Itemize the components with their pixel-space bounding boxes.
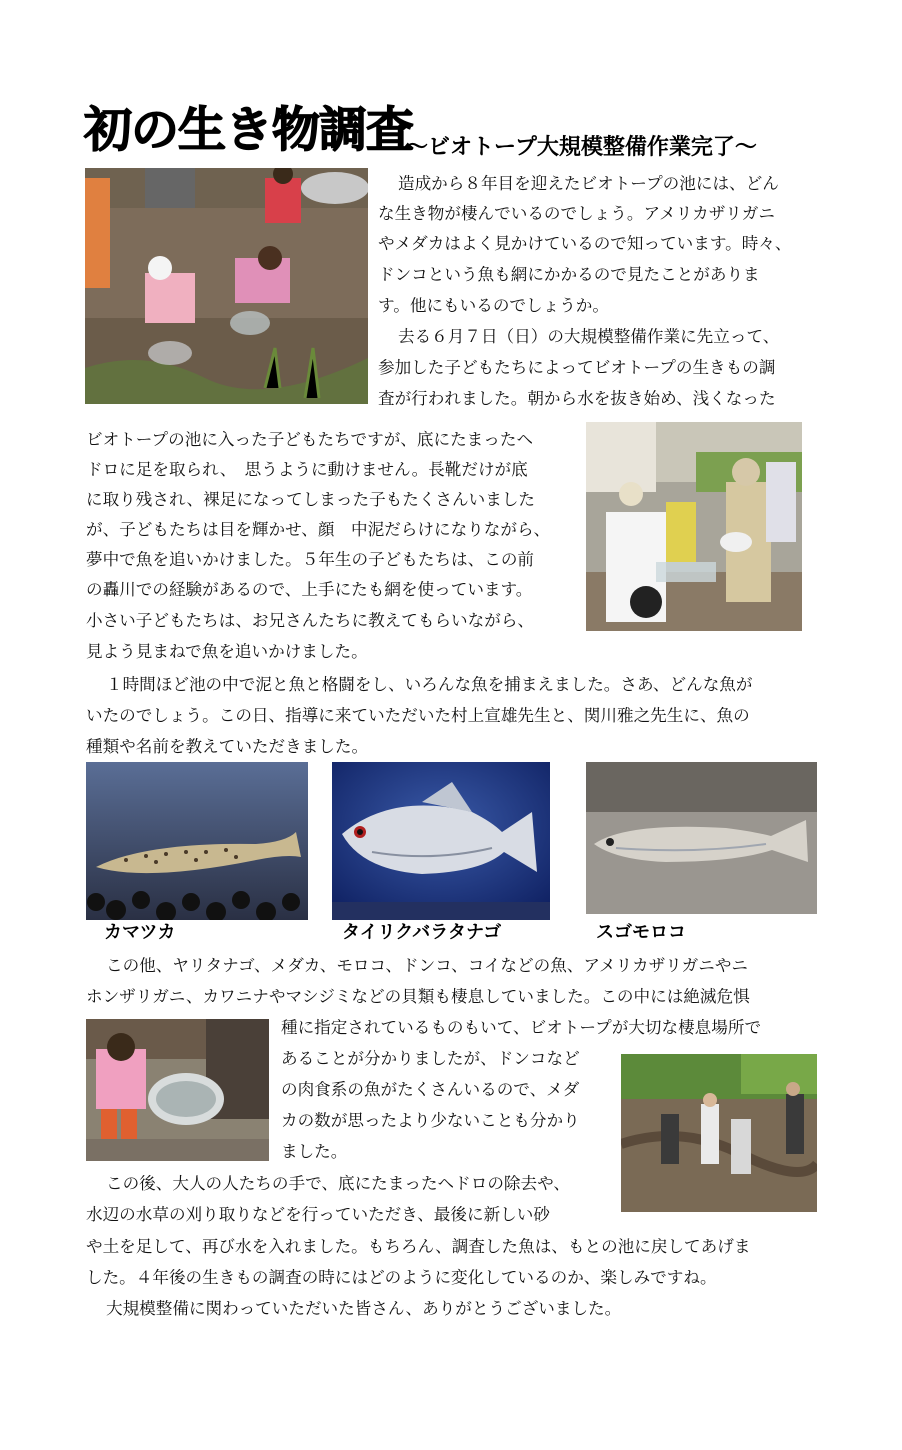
photo-fish-sugomoroko	[586, 762, 817, 914]
text-line: いたのでしょう。この日、指導に来ていただいた村上宣雄先生と、関川雅之先生に、魚の	[86, 706, 750, 725]
photo-children-in-pond	[85, 168, 368, 404]
text-line: 参加した子どもたちによってビオトープの生きもの調	[378, 358, 776, 377]
page-title: 初の生き物調査	[84, 102, 414, 158]
text-line: 小さい子どもたちは、お兄さんたちに教えてもらいながら、	[86, 611, 535, 630]
text-line: 種類や名前を教えていただきました。	[86, 737, 369, 756]
text-line: ました。	[281, 1142, 348, 1161]
text-line: 大規模整備に関わっていただいた皆さん、ありがとうございました。	[106, 1299, 622, 1318]
text-line: 造成から８年目を迎えたビオトープの池には、どん	[398, 174, 779, 193]
text-line: が、子どもたちは目を輝かせ、顔 中泥だらけになりながら、	[86, 520, 551, 539]
photo-pouring-fish	[86, 1019, 269, 1161]
text-line: 種に指定されているものもいて、ビオトープが大切な棲息場所で	[281, 1018, 762, 1037]
text-line: １時間ほど池の中で泥と魚と格闘をし、いろんな魚を捕まえました。さあ、どんな魚が	[106, 675, 753, 694]
text-line: ドンコという魚も網にかかるので見たことがありま	[378, 265, 760, 284]
fish-caption-kamatsuka: カマツカ	[104, 922, 176, 943]
text-line: の轟川での経験があるので、上手にたも網を使っています。	[86, 580, 533, 599]
text-line: や土を足して、再び水を入れました。もちろん、調査した魚は、もとの池に戻してあげま	[86, 1237, 751, 1256]
text-line: 見よう見まねで魚を追いかけました。	[86, 642, 368, 661]
fish-caption-tairikubaratanago: タイリクバラタナゴ	[342, 922, 502, 943]
page-subtitle: ～ビオトープ大規模整備作業完了～	[406, 135, 757, 160]
text-line: ビオトープの池に入った子どもたちですが、底にたまったヘ	[86, 430, 534, 449]
photo-fish-kamatsuka	[86, 762, 308, 920]
text-line: の肉食系の魚がたくさんいるので、メダ	[281, 1080, 580, 1099]
photo-adults-working	[621, 1054, 817, 1212]
text-line: あることが分かりましたが、ドンコなど	[281, 1049, 580, 1068]
text-line: した。４年後の生きもの調査の時にはどのように変化しているのか、楽しみですね。	[86, 1268, 717, 1287]
text-line: やメダカはよく見かけているので知っています。時々、	[378, 234, 792, 253]
text-line: カの数が思ったより少ないことも分かり	[281, 1111, 580, 1130]
text-line: 査が行われました。朝から水を抜き始め、浅くなった	[378, 389, 776, 408]
photo-fish-tairikubaratanago	[332, 762, 550, 920]
text-line: この後、大人の人たちの手で、底にたまったヘドロの除去や、	[106, 1174, 570, 1193]
fish-caption-sugomoroko: スゴモロコ	[596, 922, 686, 943]
text-line: な生き物が棲んでいるのでしょう。アメリカザリガニ	[378, 204, 775, 223]
text-line: 夢中で魚を追いかけました。５年生の子どもたちは、この前	[86, 550, 535, 569]
text-line: ドロに足を取られ、 思うように動けません。長靴だけが底	[86, 460, 528, 479]
text-line: 水辺の水草の刈り取りなどを行っていただき、最後に新しい砂	[86, 1205, 550, 1224]
text-line: 去る６月７日（日）の大規模整備作業に先立って、	[398, 327, 780, 346]
text-line: ホンザリガニ、カワニナやマシジミなどの貝類も棲息していました。この中には絶滅危惧	[86, 987, 750, 1006]
text-line: す。他にもいるのでしょうか。	[378, 296, 609, 315]
text-line: この他、ヤリタナゴ、メダカ、モロコ、ドンコ、コイなどの魚、アメリカザリガニやニ	[106, 956, 749, 975]
photo-group-with-instructor	[586, 422, 802, 631]
text-line: に取り残され、裸足になってしまった子もたくさんいました	[86, 490, 536, 509]
